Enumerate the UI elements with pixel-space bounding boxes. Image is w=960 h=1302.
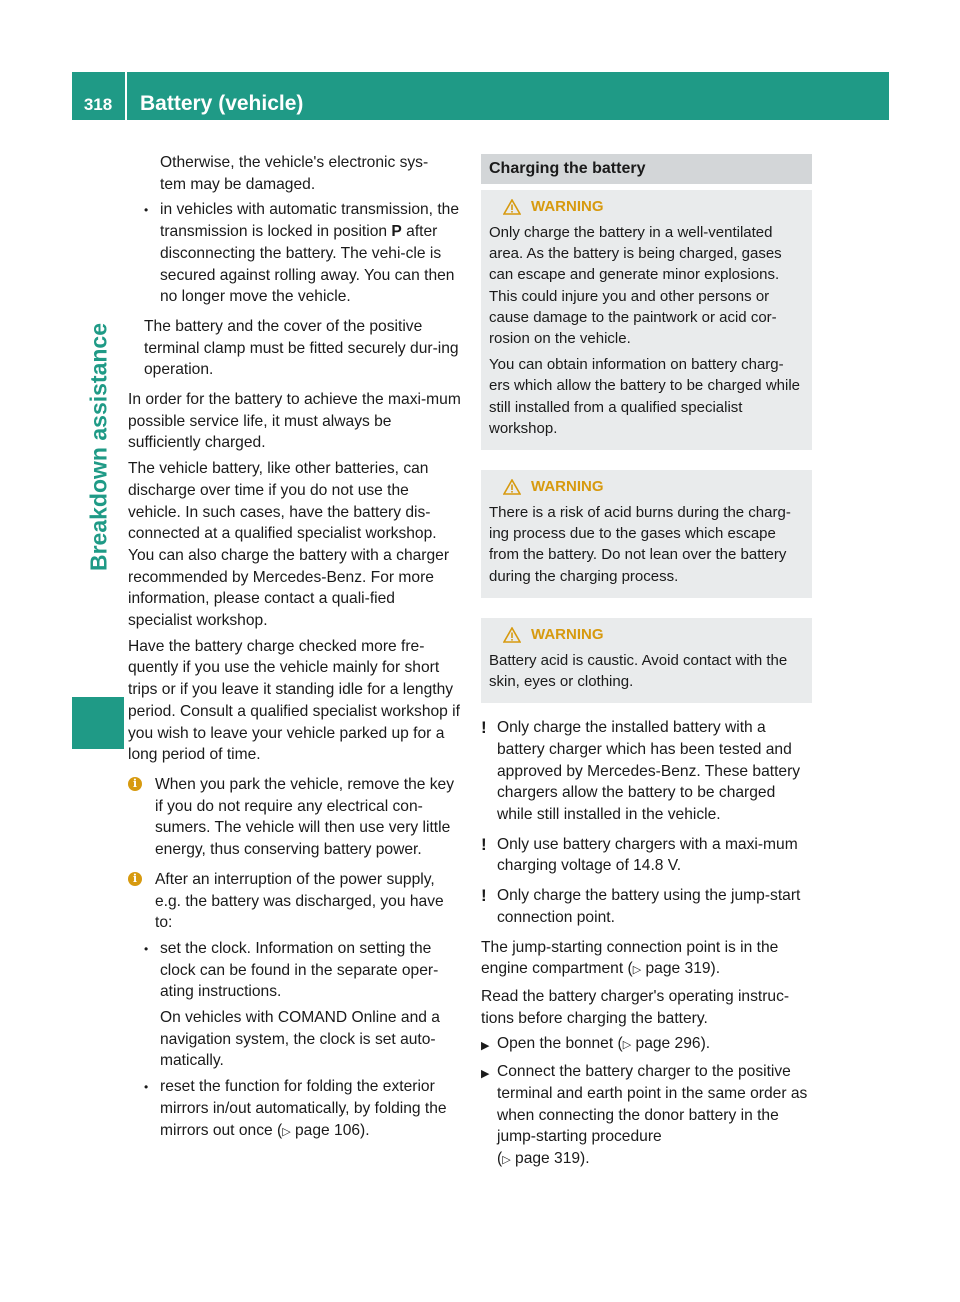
warning-text-chargers: You can obtain information on battery charg-ers which allow the battery to be charged while still installed from a qualified specialist workshop. — [489, 356, 801, 437]
page-reference-arrow-icon: ▷ — [622, 1039, 632, 1052]
warning-text-ventilation: Only charge the battery in a well-ventilated area. As the battery is being charged, gases can escape and generate minor explosions. This could injure you and other persons or cause damage to the paintwork or acid cor-rosion on the vehicle. — [489, 224, 782, 348]
left-column — [128, 152, 461, 1151]
paragraph-terminal-cover: The battery and the cover of the positive terminal clamp must be fitted securely dur-ing operation. — [144, 317, 459, 379]
list-item-auto-transmission: • in vehicles with automatic transmission, the transmission is locked in position P after disconnecting the battery. The vehi-cle is secured against rolling away. You can then no longer move the vehicle. — [144, 201, 460, 306]
warning-box-acid-burns — [481, 470, 812, 598]
exclamation-icon: ! — [481, 834, 487, 854]
step-arrow-icon: ▶ — [481, 1040, 490, 1053]
warning-box-ventilation — [481, 190, 812, 450]
info-note-park: i When you park the vehicle, remove the key if you do not require any electrical con-sumers. The vehicle will then use very little energy, thus conserving battery power. — [128, 774, 461, 861]
info-icon: i — [128, 777, 142, 791]
paragraph-discharge: The vehicle battery, like other batteries, can discharge over time if you do not use the vehicle. In such cases, have the battery dis-connected at a qualified specialist workshop. You can also charge the battery with a charger recommended by Mercedes-Benz. For more information, please contact a quali-fied specialist workshop. — [128, 460, 450, 630]
list-item-set-clock: • set the clock. Information on setting the clock can be found in the separate oper-ating instructions. — [144, 939, 439, 1001]
page-reference-arrow-icon: ▷ — [282, 1125, 291, 1138]
step-arrow-icon: ▶ — [481, 1068, 490, 1081]
warning-triangle-icon — [503, 199, 521, 215]
exclamation-icon: ! — [481, 886, 487, 906]
step-connect-charger: ▶ Connect the battery charger to the positive terminal and earth point in the same order as when connecting the donor battery in the jump-starting procedure (▷ page 319). — [481, 1063, 808, 1167]
exclamation-icon: ! — [481, 718, 487, 738]
bullet-icon: • — [144, 203, 149, 218]
paragraph-service-life: In order for the battery to achieve the maxi-mum possible service life, it must always be sufficiently charged. — [128, 391, 461, 452]
note-approved-charger: ! Only charge the installed battery with a battery charger which has been tested and approved by Mercedes-Benz. These battery chargers allow the battery to be charged while still installed in the vehicle. — [481, 718, 801, 824]
page-reference-arrow-icon: ▷ — [632, 964, 642, 977]
paragraph-check-charge: Have the battery charge checked more fre-quently if you use the vehicle mainly for short trips or if you leave it standing idle for a lengthy period. Consult a qualified specialist workshop if you wish to leave your vehicle parked up for a long period of time. — [128, 637, 460, 764]
note-jump-start-point: ! Only charge the battery using the jump-start connection point. — [481, 886, 801, 926]
warning-heading: WARNING — [489, 196, 804, 218]
warning-triangle-icon — [503, 479, 521, 495]
section-tab-marker — [72, 697, 124, 749]
warning-heading: WARNING — [489, 476, 804, 498]
section-tab-label: Breakdown assistance — [85, 322, 112, 572]
warning-text-caustic: Battery acid is caustic. Avoid contact with the skin, eyes or clothing. — [489, 651, 788, 691]
paragraph-jump-point-location: The jump-starting connection point is in the engine compartment (▷ page 319). — [481, 938, 779, 978]
paragraph-read-instructions: Read the battery charger's operating instruc-tions before charging the battery. — [481, 987, 790, 1027]
gear-position-p: P — [391, 223, 402, 241]
paragraph-electronic-damage: Otherwise, the vehicle's electronic sys- tem may be damaged. — [160, 154, 429, 193]
bullet-icon: • — [144, 1080, 149, 1095]
page-reference-106[interactable]: page 106). — [295, 1121, 370, 1139]
page-reference-319[interactable]: page 319). — [515, 1149, 590, 1167]
list-item-reset-mirrors: • reset the function for folding the exterior mirrors in/out automatically, by folding the mirrors out once (▷ page 106). — [144, 1078, 447, 1139]
page-reference-296[interactable]: page 296). — [635, 1035, 711, 1053]
note-max-voltage: ! Only use battery chargers with a maxi-mum charging voltage of 14.8 V. — [481, 834, 798, 875]
page-header — [72, 72, 889, 120]
warning-text-acid-burns: There is a risk of acid burns during the charg-ing process due to the gases which escape from the battery. Do not lean over the battery during the charging process. — [489, 504, 791, 585]
right-column — [481, 154, 812, 1180]
warning-heading: WARNING — [489, 624, 804, 646]
step-open-bonnet: ▶ Open the bonnet (▷ page 296). — [481, 1033, 812, 1057]
bullet-icon: • — [144, 941, 149, 956]
info-icon: i — [128, 872, 142, 886]
section-heading-charging: Charging the battery — [481, 154, 812, 184]
page-title: Battery (vehicle) — [140, 92, 304, 115]
warning-box-caustic — [481, 618, 812, 703]
info-note-power-interruption: i After an interruption of the power supply, e.g. the battery was discharged, you have to: — [128, 869, 461, 934]
page-number: 318 — [83, 95, 113, 114]
warning-triangle-icon — [503, 627, 521, 643]
header-divider — [125, 72, 127, 120]
page-reference-319[interactable]: page 319). — [645, 960, 721, 978]
page-reference-arrow-icon: ▷ — [502, 1153, 511, 1166]
paragraph-comand-clock: On vehicles with COMAND Online and a navigation system, the clock is set auto-matically. — [160, 1009, 440, 1070]
